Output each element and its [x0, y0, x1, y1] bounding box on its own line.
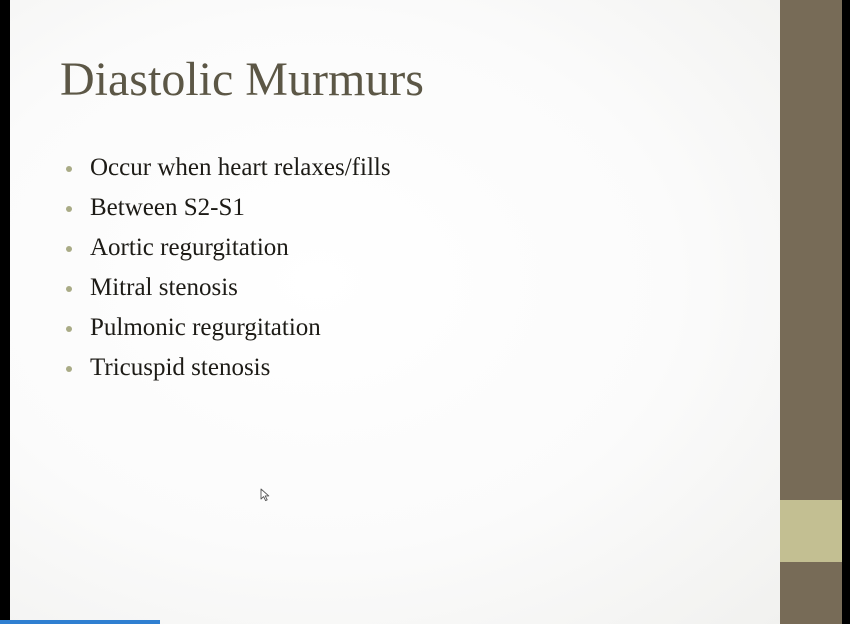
- bullet-dot-icon: [66, 206, 72, 212]
- bullet-item: [66, 268, 391, 308]
- bullet-text: Aortic regurgitation: [90, 234, 289, 261]
- slide-canvas: [10, 0, 780, 624]
- bullet-dot-icon: [66, 366, 72, 372]
- decorative-accent-block: [780, 500, 842, 562]
- bullet-text: Occur when heart relaxes/fills: [90, 154, 391, 181]
- bullet-text: Tricuspid stenosis: [90, 354, 271, 381]
- window-edge: [842, 0, 850, 624]
- bullet-item: [66, 308, 391, 348]
- progress-strip: [0, 620, 160, 624]
- bullet-text: Between S2-S1: [90, 194, 245, 221]
- bullet-text: Mitral stenosis: [90, 274, 238, 301]
- slide-title: Diastolic Murmurs: [60, 53, 424, 106]
- bullet-list: [66, 148, 391, 388]
- bullet-item: [66, 148, 391, 188]
- bullet-dot-icon: [66, 326, 72, 332]
- bullet-item: [66, 348, 391, 388]
- bullet-item: [66, 188, 391, 228]
- bullet-item: [66, 228, 391, 268]
- mouse-pointer-icon: [260, 488, 272, 502]
- bullet-text: Pulmonic regurgitation: [90, 314, 321, 341]
- bullet-dot-icon: [66, 286, 72, 292]
- bullet-dot-icon: [66, 166, 72, 172]
- bullet-dot-icon: [66, 246, 72, 252]
